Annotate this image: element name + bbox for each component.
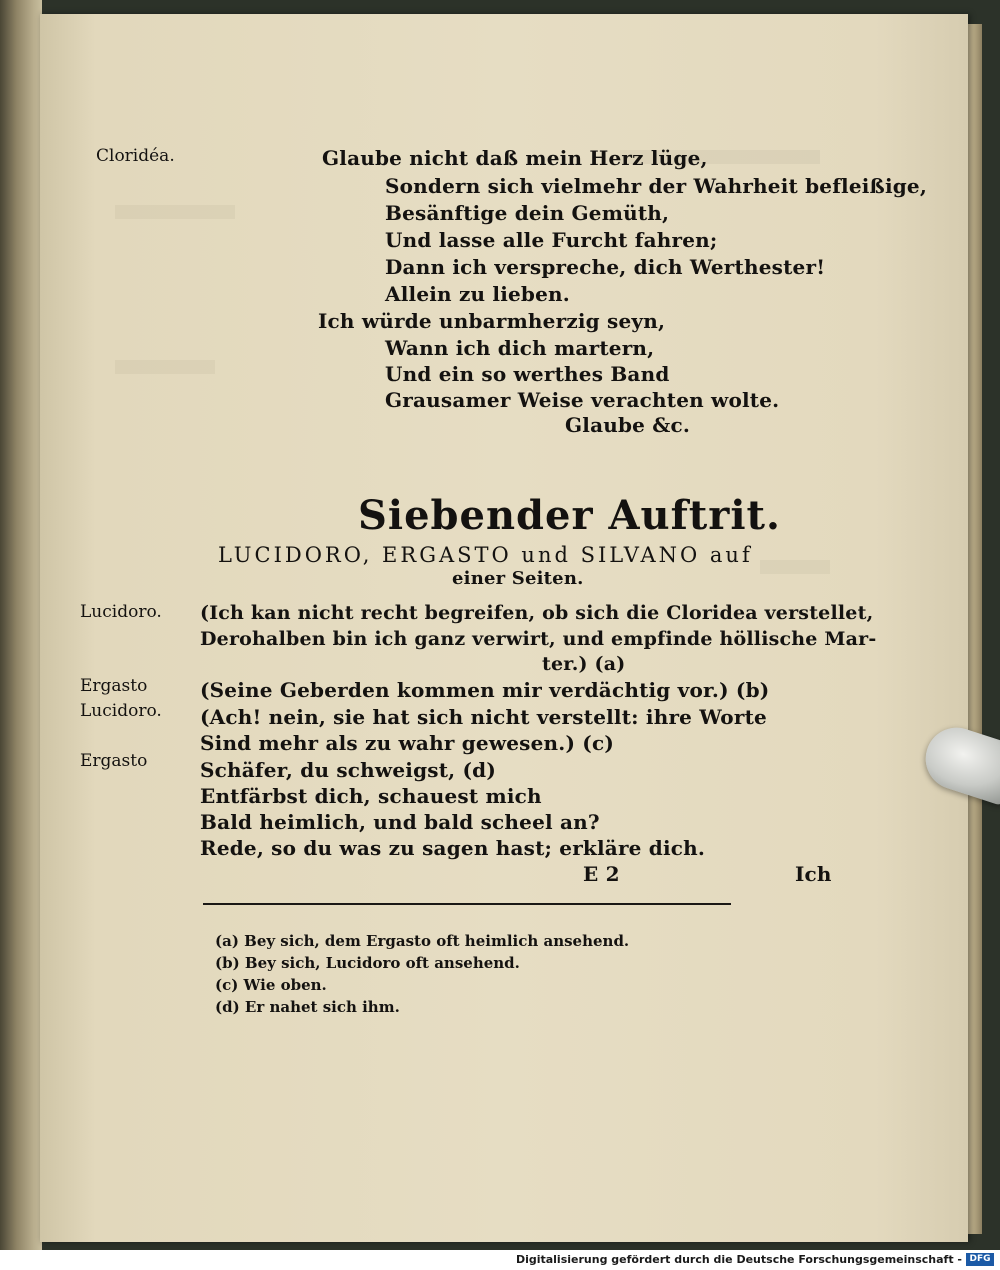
footnote: (b) Bey sich, Lucidoro oft ansehend. bbox=[215, 954, 520, 972]
scene-cast: LUCIDORO, ERGASTO und SILVANO auf bbox=[218, 543, 753, 567]
verse-line: Wann ich dich martern, bbox=[385, 336, 655, 360]
signature-mark: E 2 bbox=[583, 862, 620, 886]
speaker-lucidoro: Lucidoro. bbox=[80, 701, 162, 721]
speaker-cloridea: Cloridéa. bbox=[96, 146, 175, 166]
dialogue-line: (Ach! nein, sie hat sich nicht verstellt: ihre Worte bbox=[200, 705, 767, 729]
dialogue-line: Entfärbst dich, schauest mich bbox=[200, 784, 542, 808]
verse-line: Grausamer Weise verachten wolte. bbox=[385, 388, 780, 412]
verse-line: Allein zu lieben. bbox=[385, 282, 570, 306]
verse-line: Glaube nicht daß mein Herz lüge, bbox=[322, 146, 708, 170]
show-through-text bbox=[760, 560, 830, 574]
verse-line: Ich würde unbarmherzig seyn, bbox=[318, 309, 666, 333]
verse-line: Dann ich verspreche, dich Werthester! bbox=[385, 255, 826, 279]
scene-title: Siebender Auftrit. bbox=[358, 492, 781, 539]
show-through-text bbox=[115, 205, 235, 219]
verse-line: Sondern sich vielmehr der Wahrheit befleißige, bbox=[385, 174, 928, 198]
book-spine-edge bbox=[0, 0, 42, 1250]
speaker-ergasto: Ergasto bbox=[80, 676, 148, 696]
dialogue-line: Sind mehr als zu wahr gewesen.) (c) bbox=[200, 731, 614, 755]
dialogue-line: ter.) (a) bbox=[542, 653, 626, 675]
show-through-text bbox=[115, 360, 215, 374]
dialogue-line: (Seine Geberden kommen mir verdächtig vor.) (b) bbox=[200, 678, 770, 702]
verse-line: Und ein so werthes Band bbox=[385, 362, 670, 386]
verse-line: Und lasse alle Furcht fahren; bbox=[385, 228, 718, 252]
scene-cast-continued: einer Seiten. bbox=[452, 568, 584, 589]
catchword: Ich bbox=[795, 862, 832, 886]
verse-line: Glaube &c. bbox=[565, 413, 691, 437]
footnote: (d) Er nahet sich ihm. bbox=[215, 998, 400, 1016]
dialogue-line: Derohalben bin ich ganz verwirt, und empfinde höllische Mar- bbox=[200, 628, 877, 650]
verse-line: Besänftige dein Gemüth, bbox=[385, 201, 670, 225]
dialogue-line: Bald heimlich, und bald scheel an? bbox=[200, 810, 600, 834]
speaker-lucidoro: Lucidoro. bbox=[80, 602, 162, 622]
dfg-logo-icon: DFG bbox=[966, 1253, 994, 1266]
dialogue-line: Rede, so du was zu sagen hast; erkläre dich. bbox=[200, 836, 706, 860]
speaker-ergasto: Ergasto bbox=[80, 751, 148, 771]
dialogue-line: (Ich kan nicht recht begreifen, ob sich die Cloridea verstellet, bbox=[200, 602, 874, 624]
footer-credit: Digitalisierung gefördert durch die Deutsche Forschungsgemeinschaft - bbox=[515, 1253, 962, 1266]
footnote-rule bbox=[203, 903, 731, 905]
footnote: (a) Bey sich, dem Ergasto oft heimlich ansehend. bbox=[215, 932, 630, 950]
dialogue-line: Schäfer, du schweigst, (d) bbox=[200, 758, 496, 782]
footnote: (c) Wie oben. bbox=[215, 976, 327, 994]
